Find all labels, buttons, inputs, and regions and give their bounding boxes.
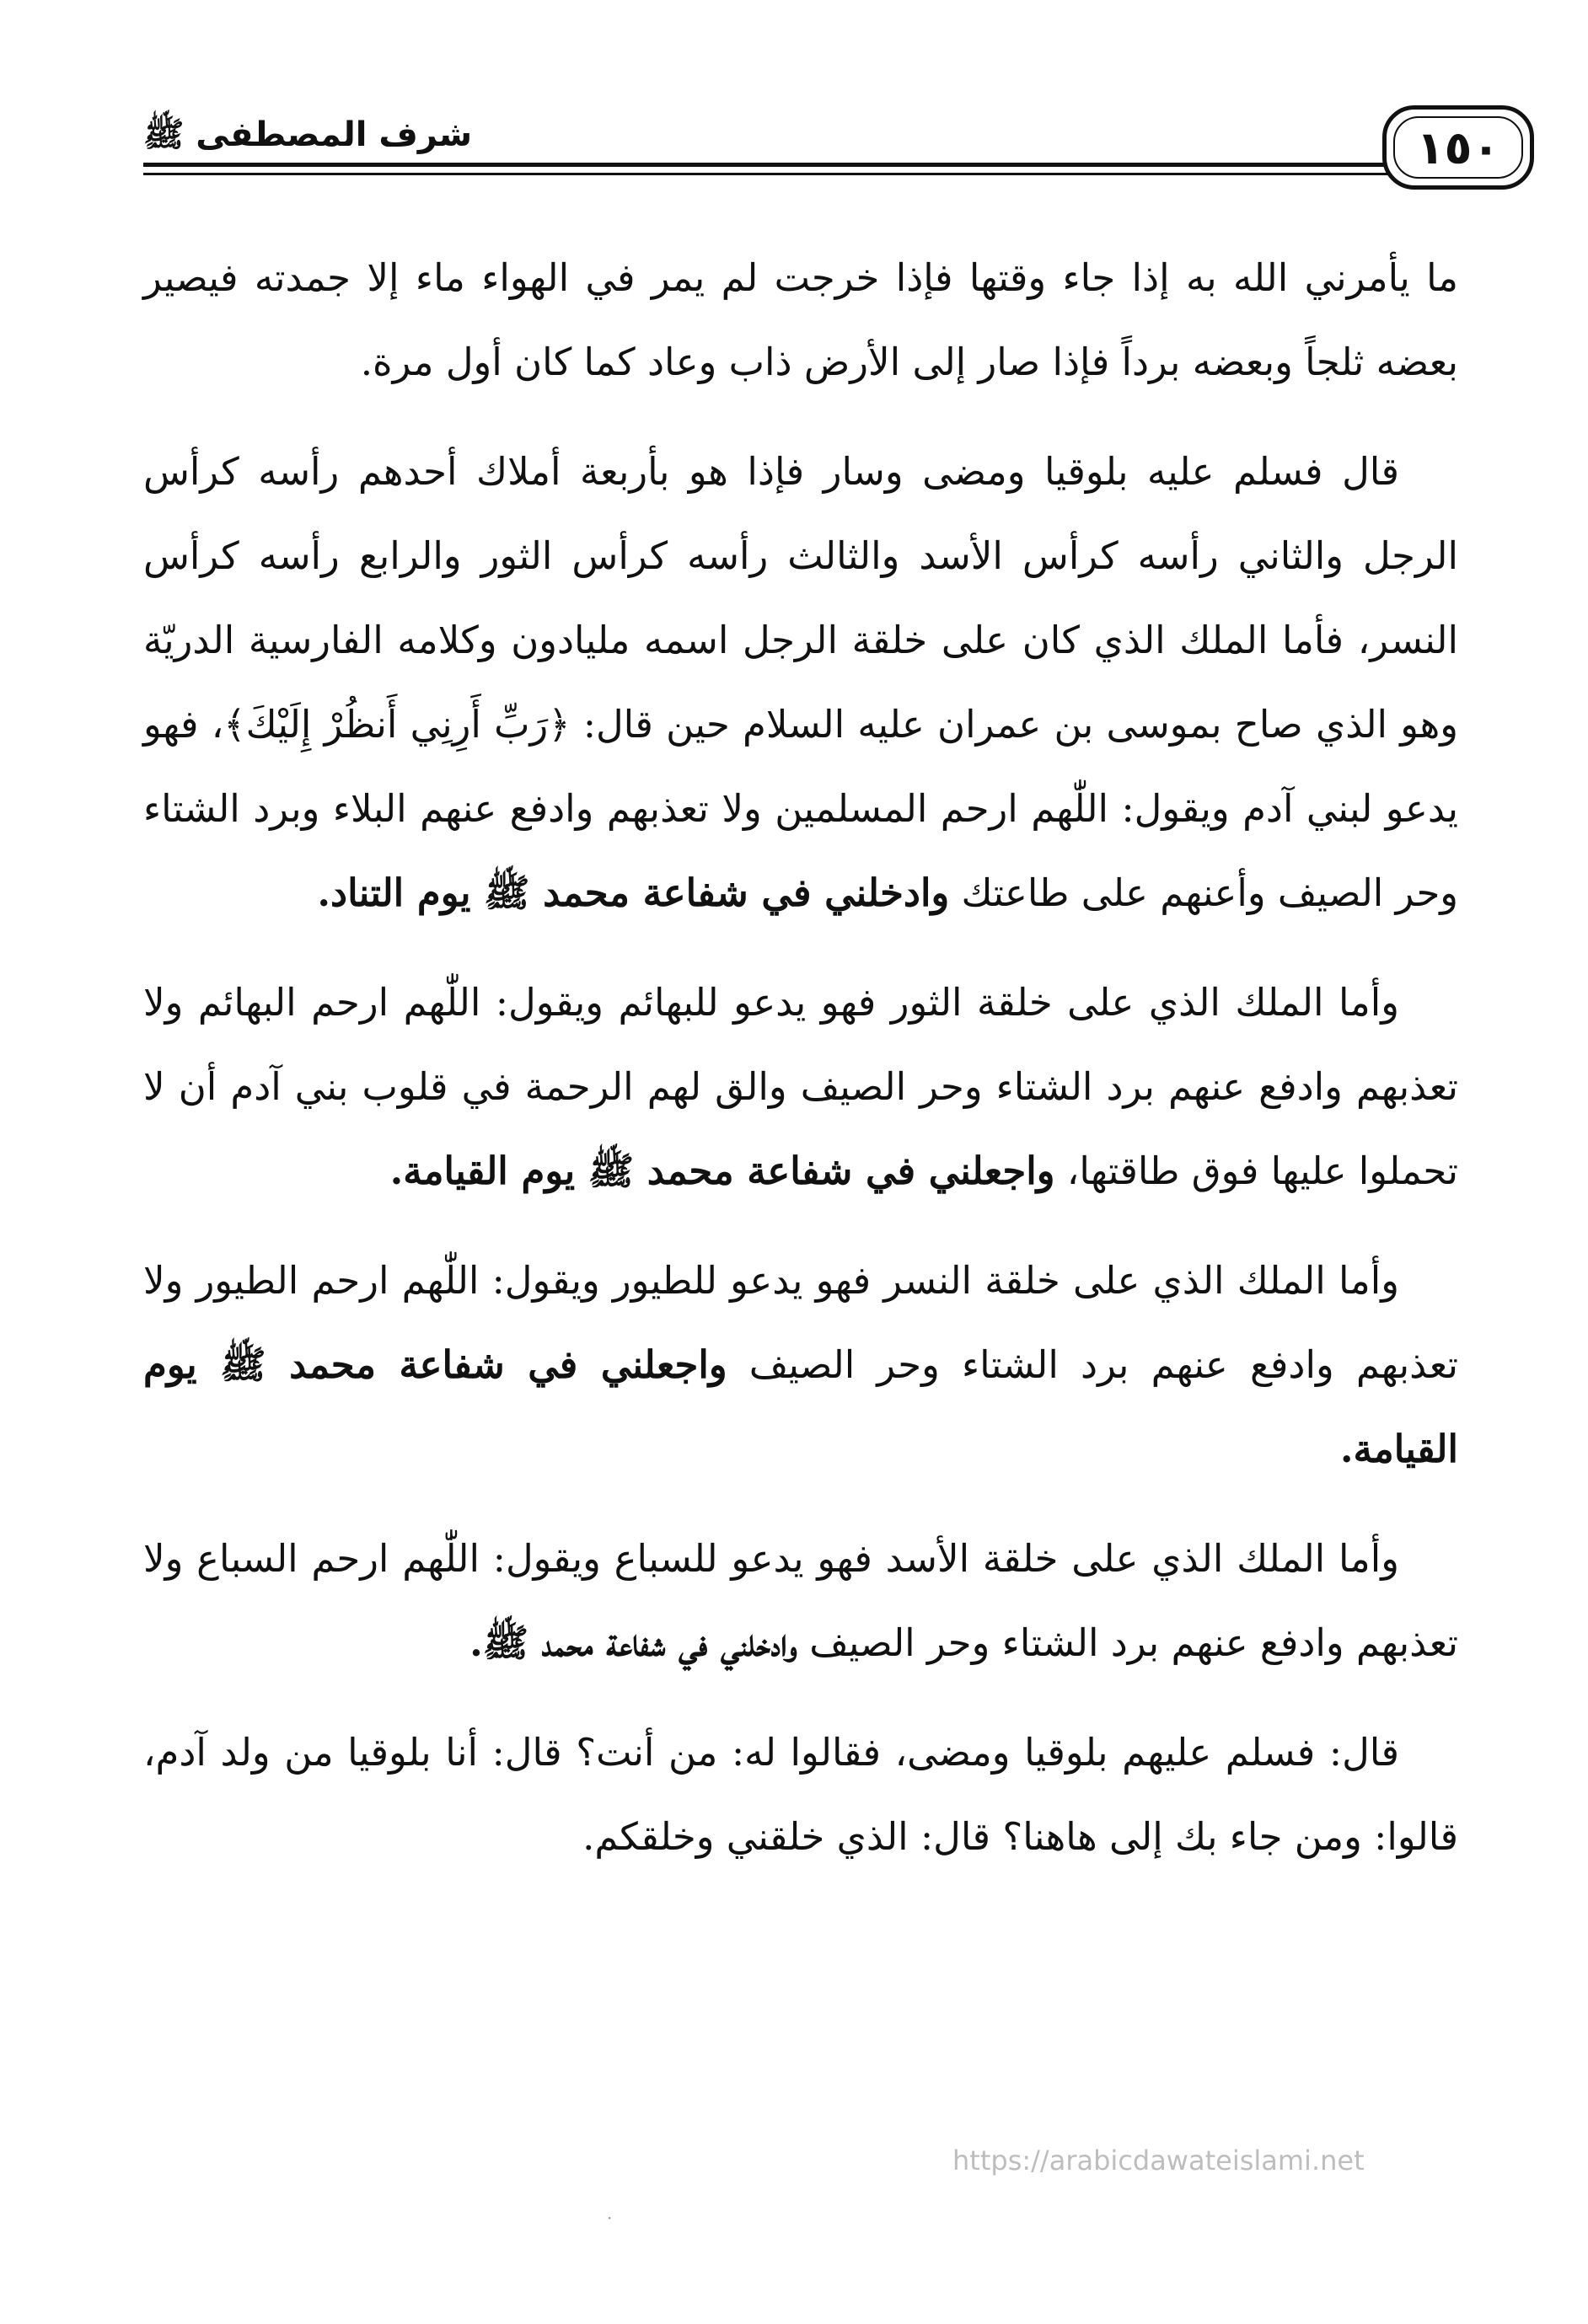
header-rule bbox=[143, 163, 1458, 167]
paragraph-bold-text: وادخلني في شفاعة محمد ﷺ. bbox=[469, 1620, 797, 1665]
body-text bbox=[143, 236, 1458, 1904]
paragraph bbox=[143, 1711, 1458, 1879]
watermark-url: https://arabicdawateislami.net bbox=[952, 2145, 1365, 2177]
page-number: ١٥٠ bbox=[1416, 120, 1500, 174]
paragraph-bold-text: واجعلني في شفاعة محمد ﷺ يوم القيامة. bbox=[389, 1149, 1055, 1193]
paragraph-text: وأما الملك الذي على خلقة الثور فهو يدعو للبهائم ويقول: اللّٰهم ارحم البهائم ولا تعذبهم وادفع عنهم برد الشتاء وحر الصيف والق لهم الرحمة في قلوب بني آدم أن لا تحملوا عليها فوق طاقتها، bbox=[143, 980, 1458, 1193]
paragraph-text: وأما الملك الذي على خلقة النسر فهو يدعو للطيور ويقول: اللّٰهم ارحم الطيور ولا تعذبهم وادفع عنهم برد الشتاء وحر الصيف bbox=[143, 1258, 1458, 1387]
paragraph bbox=[143, 236, 1458, 404]
page-header bbox=[143, 105, 1500, 198]
paragraph-bold-text: وادخلني في شفاعة محمد ﷺ يوم التناد. bbox=[317, 870, 950, 915]
paragraph-text: ما يأمرني الله به إذا جاء وقتها فإذا خرجت لم يمر في الهواء ماء إلا جمدته فيصير بعضه ثلجاً وبعضه برداً فإذا صار إلى الأرض ذاب وعاد كما كان أول مرة. bbox=[143, 255, 1458, 384]
paragraph bbox=[143, 1517, 1458, 1685]
page-number-frame bbox=[1382, 105, 1534, 190]
header-rule-thin bbox=[143, 173, 1458, 175]
paragraph bbox=[143, 961, 1458, 1213]
paragraph bbox=[143, 430, 1458, 935]
scan-speck: · bbox=[607, 2208, 613, 2228]
paragraph bbox=[143, 1239, 1458, 1491]
running-title: شرف المصطفى ﷺ bbox=[143, 114, 484, 163]
paragraph-bold-text: واجعلني في شفاعة محمد ﷺ يوم القيامة. bbox=[143, 1342, 1458, 1471]
paragraph-text: قال: فسلم عليهم بلوقيا ومضى، فقالوا له: من أنت؟ قال: أنا بلوقيا من ولد آدم، قالوا: ومن جاء بك إلى هاهنا؟ قال: الذي خلقني وخلقكم. bbox=[143, 1730, 1458, 1859]
paragraph-text: وأما الملك الذي على خلقة الأسد فهو يدعو للسباع ويقول: اللّٰهم ارحم السباع ولا تعذبهم وادفع عنهم برد الشتاء وحر الصيف bbox=[143, 1536, 1458, 1665]
paragraph-text: قال فسلم عليه بلوقيا ومضى وسار فإذا هو بأربعة أملاك أحدهم رأسه كرأس الرجل والثاني رأسه كرأس الأسد والثالث رأسه كرأس الثور والرابع رأسه كرأس النسر، فأما الملك الذي كان على خلقة الرجل اسمه مليادون وكلامه الفارسية الدريّة وهو الذي صاح بموسى بن عمران عليه السلام حين قال: ﴿رَبِّ أَرِنِي أَنظُرْ إِلَيْكَ﴾، فهو يدعو لبني آدم ويقول: اللّٰهم ارحم المسلمين ولا تعذبهم وادفع عنهم البلاء وبرد الشتاء وحر الصيف وأعنهم على طاعتك bbox=[143, 449, 1458, 915]
